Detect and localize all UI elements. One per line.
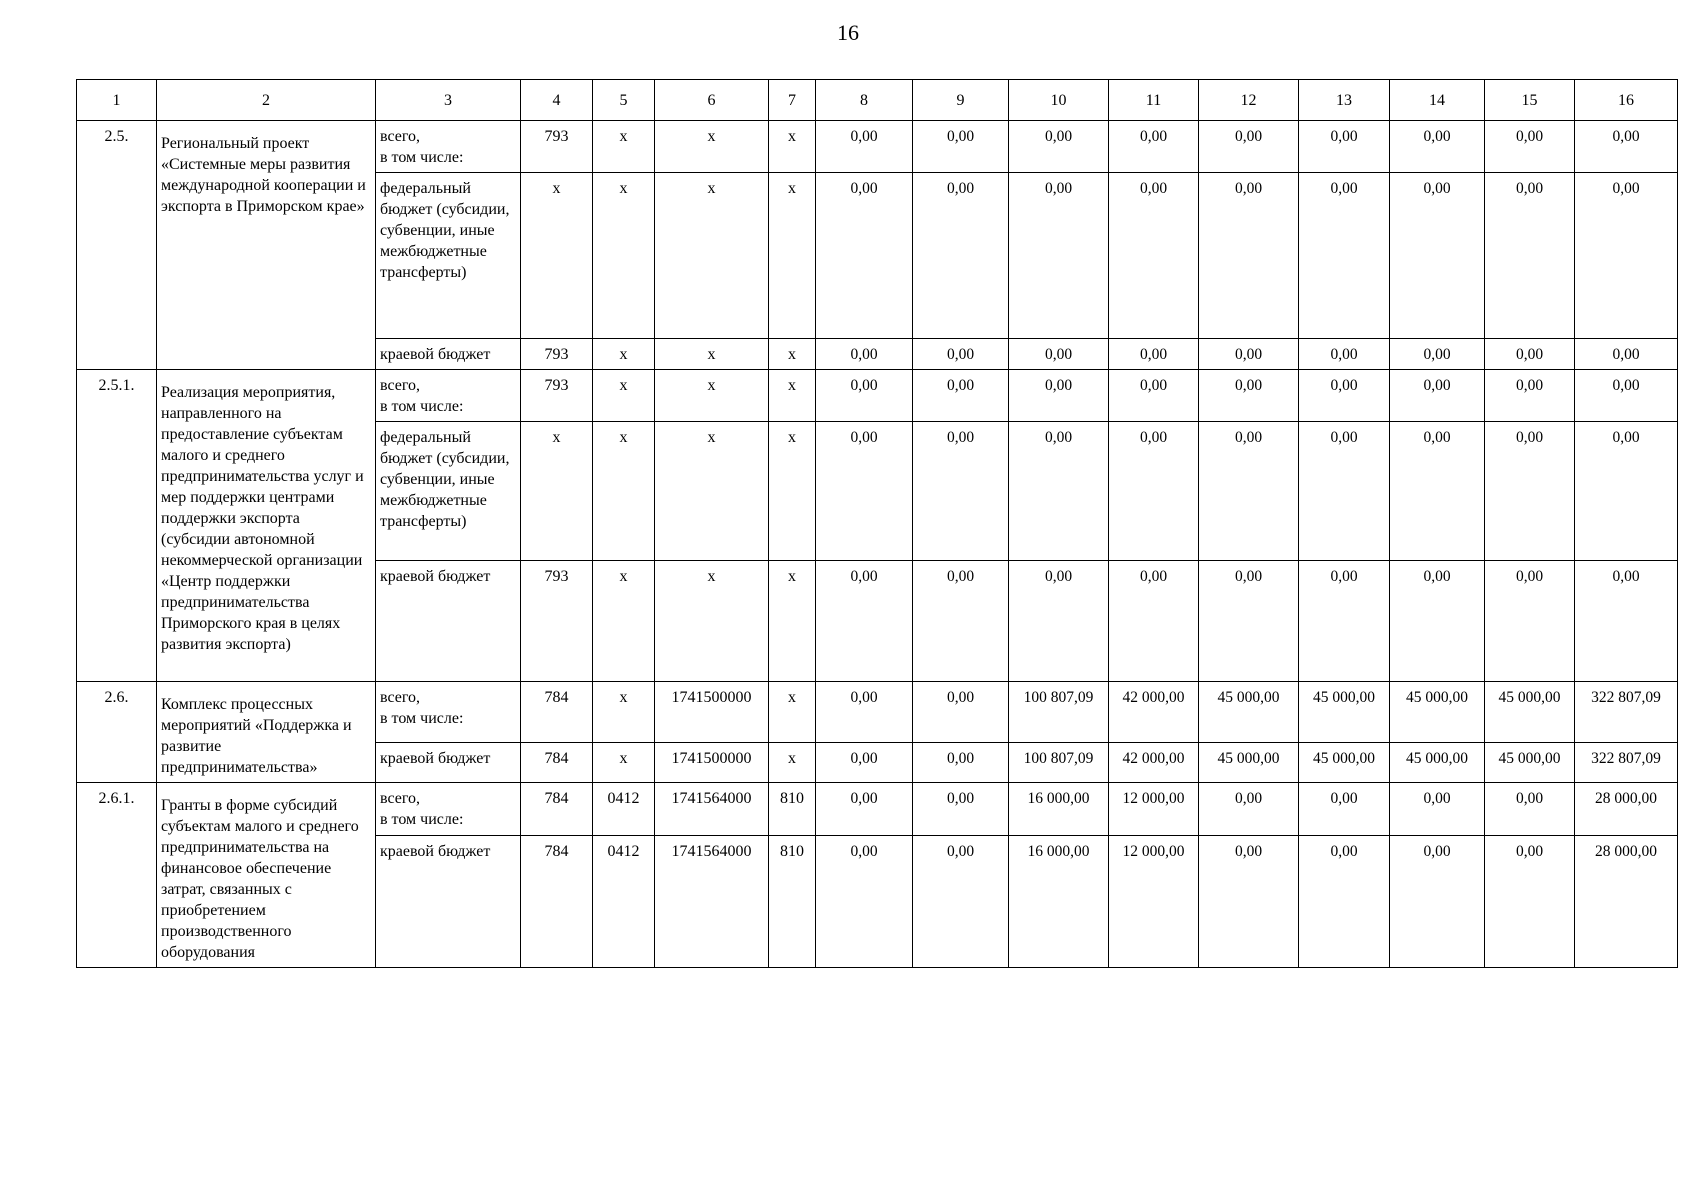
amount-cell: 0,00 (1390, 121, 1485, 173)
table-row (77, 783, 1678, 836)
amount-cell: 0,00 (913, 743, 1009, 783)
grbs-code: 784 (521, 682, 593, 743)
amount-cell: 0,00 (1390, 561, 1485, 682)
funding-source: всего, в том числе: (376, 783, 521, 836)
amount-cell: 0,00 (1575, 121, 1678, 173)
column-header-row (77, 80, 1678, 121)
amount-cell: 0,00 (1485, 422, 1575, 561)
amount-cell: 42 000,00 (1109, 682, 1199, 743)
measure-name: Реализация мероприятия, направленного на предоставление субъектам малого и среднего предпринимательства услуг и мер поддержки центрами поддержки экспорта (субсидии автономной некоммерческой организации «Центр поддержки предпринимательства Приморского края в целях развития экспорта) (157, 370, 376, 682)
amount-cell: 0,00 (1575, 422, 1678, 561)
amount-cell: 0,00 (816, 835, 913, 967)
amount-cell: 0,00 (1199, 370, 1299, 422)
amount-cell: 0,00 (1199, 173, 1299, 339)
section-code: х (593, 339, 655, 370)
row-number: 2.5.1. (77, 370, 157, 682)
amount-cell: 0,00 (1299, 561, 1390, 682)
grbs-code: 784 (521, 783, 593, 836)
funding-source: всего, в том числе: (376, 682, 521, 743)
amount-cell: 0,00 (816, 121, 913, 173)
column-header-9: 9 (913, 80, 1009, 121)
amount-cell: 0,00 (816, 783, 913, 836)
amount-cell: 0,00 (1009, 121, 1109, 173)
amount-cell: 0,00 (1485, 835, 1575, 967)
page-number: 16 (837, 20, 859, 45)
column-header-4: 4 (521, 80, 593, 121)
column-header-7: 7 (769, 80, 816, 121)
grbs-code: 784 (521, 835, 593, 967)
amount-cell: 0,00 (1109, 173, 1199, 339)
expense-type-code: 810 (769, 835, 816, 967)
expense-type-code: х (769, 173, 816, 339)
column-header-11: 11 (1109, 80, 1199, 121)
amount-cell: 0,00 (1199, 783, 1299, 836)
amount-cell: 0,00 (1199, 422, 1299, 561)
table-row (77, 682, 1678, 743)
amount-cell: 0,00 (1199, 339, 1299, 370)
amount-cell: 0,00 (1390, 339, 1485, 370)
amount-cell: 0,00 (816, 682, 913, 743)
section-code: х (593, 173, 655, 339)
amount-cell: 0,00 (913, 121, 1009, 173)
section-code: х (593, 561, 655, 682)
column-header-2: 2 (157, 80, 376, 121)
amount-cell: 0,00 (1485, 370, 1575, 422)
grbs-code: 793 (521, 370, 593, 422)
amount-cell: 0,00 (1199, 835, 1299, 967)
amount-cell: 0,00 (1109, 561, 1199, 682)
amount-cell: 0,00 (816, 422, 913, 561)
amount-cell: 45 000,00 (1199, 682, 1299, 743)
amount-cell: 0,00 (1485, 173, 1575, 339)
amount-cell: 0,00 (1485, 121, 1575, 173)
amount-cell: 0,00 (1009, 370, 1109, 422)
column-header-1: 1 (77, 80, 157, 121)
amount-cell: 0,00 (1109, 422, 1199, 561)
amount-cell: 16 000,00 (1009, 835, 1109, 967)
amount-cell: 45 000,00 (1485, 682, 1575, 743)
amount-cell: 0,00 (1390, 173, 1485, 339)
column-header-3: 3 (376, 80, 521, 121)
target-article-code: х (655, 561, 769, 682)
amount-cell: 0,00 (1575, 339, 1678, 370)
amount-cell: 0,00 (1299, 339, 1390, 370)
amount-cell: 16 000,00 (1009, 783, 1109, 836)
amount-cell: 0,00 (1575, 561, 1678, 682)
expense-type-code: х (769, 682, 816, 743)
amount-cell: 45 000,00 (1299, 682, 1390, 743)
amount-cell: 0,00 (1109, 339, 1199, 370)
target-article-code: х (655, 370, 769, 422)
amount-cell: 45 000,00 (1485, 743, 1575, 783)
expense-type-code: х (769, 370, 816, 422)
amount-cell: 0,00 (913, 682, 1009, 743)
amount-cell: 0,00 (816, 743, 913, 783)
funding-source: краевой бюджет (376, 561, 521, 682)
section-code: 0412 (593, 835, 655, 967)
grbs-code: 793 (521, 121, 593, 173)
row-number: 2.5. (77, 121, 157, 370)
funding-source: краевой бюджет (376, 835, 521, 967)
measure-name: Региональный проект «Системные меры развития международной кооперации и экспорта в Приморском крае» (157, 121, 376, 370)
amount-cell: 0,00 (1299, 422, 1390, 561)
amount-cell: 0,00 (913, 561, 1009, 682)
grbs-code: х (521, 173, 593, 339)
funding-source: краевой бюджет (376, 743, 521, 783)
column-header-10: 10 (1009, 80, 1109, 121)
section-code: 0412 (593, 783, 655, 836)
expense-type-code: х (769, 561, 816, 682)
funding-source: федеральный бюджет (субсидии, субвенции, иные межбюджетные трансферты) (376, 422, 521, 561)
amount-cell: 0,00 (1390, 783, 1485, 836)
grbs-code: 793 (521, 339, 593, 370)
column-header-8: 8 (816, 80, 913, 121)
amount-cell: 0,00 (816, 370, 913, 422)
column-header-12: 12 (1199, 80, 1299, 121)
target-article-code: х (655, 121, 769, 173)
amount-cell: 28 000,00 (1575, 835, 1678, 967)
amount-cell: 0,00 (1299, 370, 1390, 422)
amount-cell: 0,00 (816, 561, 913, 682)
column-header-15: 15 (1485, 80, 1575, 121)
section-code: х (593, 422, 655, 561)
amount-cell: 0,00 (1575, 370, 1678, 422)
budget-table (76, 79, 1678, 968)
amount-cell: 42 000,00 (1109, 743, 1199, 783)
row-number: 2.6.1. (77, 783, 157, 968)
target-article-code: х (655, 422, 769, 561)
amount-cell: 322 807,09 (1575, 682, 1678, 743)
target-article-code: 1741500000 (655, 743, 769, 783)
amount-cell: 0,00 (1109, 121, 1199, 173)
table-row (77, 370, 1678, 422)
column-header-6: 6 (655, 80, 769, 121)
amount-cell: 0,00 (1575, 173, 1678, 339)
target-article-code: 1741564000 (655, 783, 769, 836)
amount-cell: 12 000,00 (1109, 835, 1199, 967)
amount-cell: 0,00 (1199, 561, 1299, 682)
table-body (77, 80, 1678, 968)
expense-type-code: 810 (769, 783, 816, 836)
amount-cell: 45 000,00 (1390, 743, 1485, 783)
amount-cell: 0,00 (1485, 339, 1575, 370)
funding-source: федеральный бюджет (субсидии, субвенции, иные межбюджетные трансферты) (376, 173, 521, 339)
section-code: х (593, 121, 655, 173)
expense-type-code: х (769, 743, 816, 783)
amount-cell: 100 807,09 (1009, 682, 1109, 743)
amount-cell: 0,00 (1299, 783, 1390, 836)
funding-source: краевой бюджет (376, 339, 521, 370)
amount-cell: 0,00 (1199, 121, 1299, 173)
funding-source: всего, в том числе: (376, 370, 521, 422)
amount-cell: 0,00 (1485, 561, 1575, 682)
amount-cell: 0,00 (913, 339, 1009, 370)
amount-cell: 0,00 (1485, 783, 1575, 836)
column-header-16: 16 (1575, 80, 1678, 121)
amount-cell: 0,00 (1390, 370, 1485, 422)
target-article-code: х (655, 173, 769, 339)
amount-cell: 0,00 (1009, 173, 1109, 339)
amount-cell: 0,00 (1299, 121, 1390, 173)
section-code: х (593, 370, 655, 422)
grbs-code: 784 (521, 743, 593, 783)
amount-cell: 0,00 (913, 783, 1009, 836)
grbs-code: 793 (521, 561, 593, 682)
target-article-code: х (655, 339, 769, 370)
amount-cell: 0,00 (1299, 173, 1390, 339)
amount-cell: 0,00 (816, 339, 913, 370)
column-header-14: 14 (1390, 80, 1485, 121)
target-article-code: 1741564000 (655, 835, 769, 967)
amount-cell: 0,00 (1009, 561, 1109, 682)
amount-cell: 322 807,09 (1575, 743, 1678, 783)
amount-cell: 45 000,00 (1299, 743, 1390, 783)
row-number: 2.6. (77, 682, 157, 783)
amount-cell: 12 000,00 (1109, 783, 1199, 836)
expense-type-code: х (769, 422, 816, 561)
amount-cell: 0,00 (1009, 422, 1109, 561)
target-article-code: 1741500000 (655, 682, 769, 743)
amount-cell: 0,00 (816, 173, 913, 339)
funding-source: всего, в том числе: (376, 121, 521, 173)
amount-cell: 0,00 (1009, 339, 1109, 370)
amount-cell: 45 000,00 (1390, 682, 1485, 743)
expense-type-code: х (769, 339, 816, 370)
measure-name: Комплекс процессных мероприятий «Поддержка и развитие предпринимательства» (157, 682, 376, 783)
section-code: х (593, 682, 655, 743)
amount-cell: 0,00 (913, 370, 1009, 422)
amount-cell: 100 807,09 (1009, 743, 1109, 783)
measure-name: Гранты в форме субсидий субъектам малого и среднего предпринимательства на финансовое обеспечение затрат, связанных с приобретением производственного оборудования (157, 783, 376, 968)
amount-cell: 0,00 (1109, 370, 1199, 422)
column-header-13: 13 (1299, 80, 1390, 121)
grbs-code: х (521, 422, 593, 561)
amount-cell: 0,00 (1390, 835, 1485, 967)
table-row (77, 121, 1678, 173)
section-code: х (593, 743, 655, 783)
expense-type-code: х (769, 121, 816, 173)
amount-cell: 0,00 (913, 422, 1009, 561)
amount-cell: 0,00 (1390, 422, 1485, 561)
amount-cell: 0,00 (1299, 835, 1390, 967)
amount-cell: 0,00 (913, 173, 1009, 339)
amount-cell: 0,00 (913, 835, 1009, 967)
column-header-5: 5 (593, 80, 655, 121)
amount-cell: 28 000,00 (1575, 783, 1678, 836)
amount-cell: 45 000,00 (1199, 743, 1299, 783)
